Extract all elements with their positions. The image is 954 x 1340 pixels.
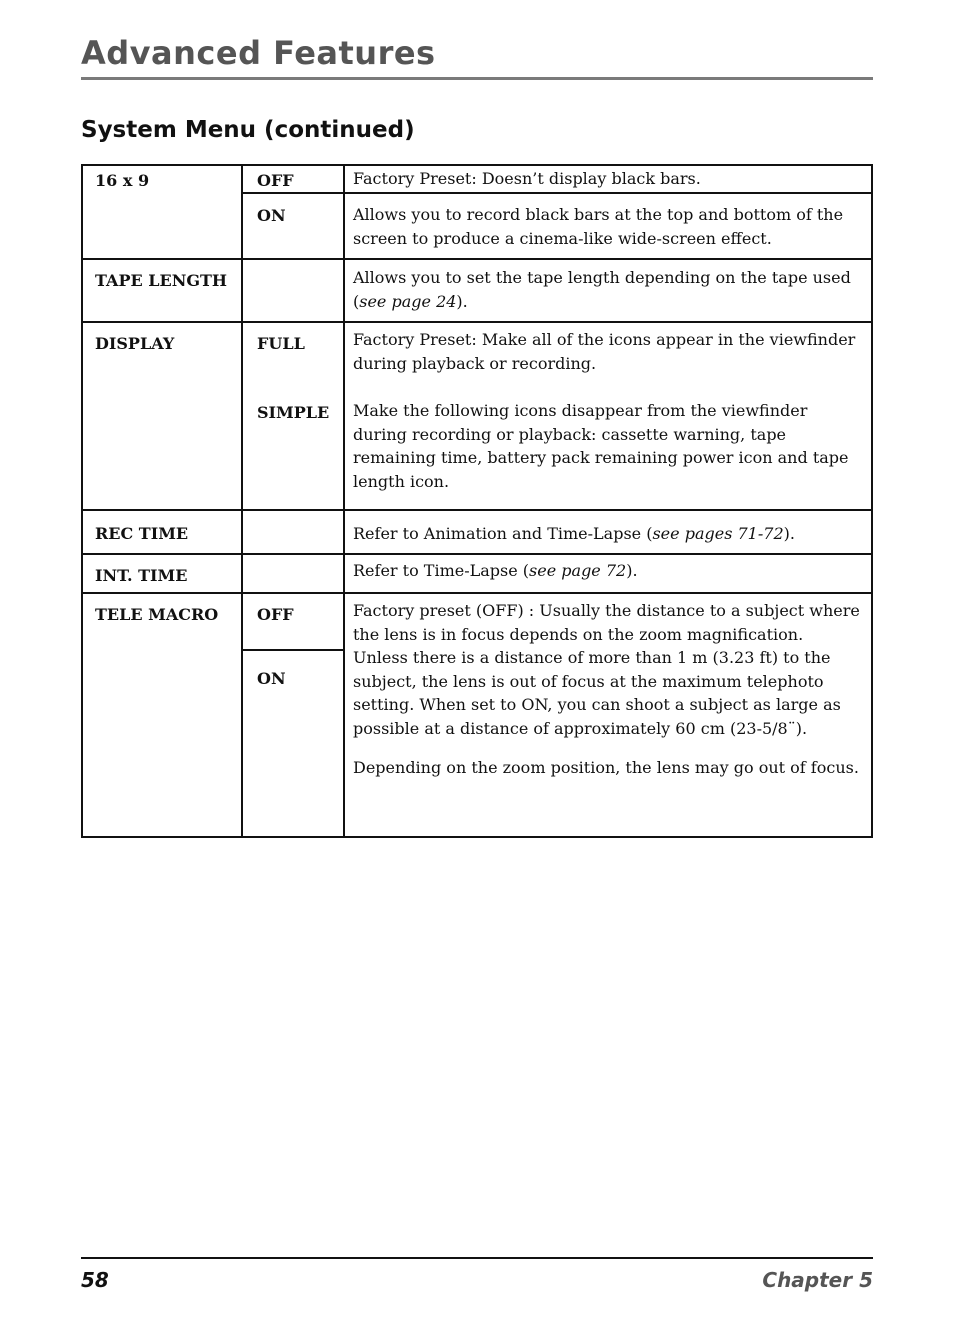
setting-cell <box>82 322 242 510</box>
desc-text: ). <box>783 524 795 543</box>
description-cell <box>344 165 872 193</box>
desc-16x9-on: Allows you to record black bars at the top and bottom of the screen to produce a cinema-like wide-screen effect. <box>353 205 844 248</box>
description-cell <box>344 593 872 837</box>
section-title: System Menu (continued) <box>81 117 415 143</box>
option-cell <box>242 165 344 193</box>
table-row <box>82 165 872 193</box>
setting-int-time: INT. TIME <box>95 566 188 585</box>
table-row <box>82 322 872 510</box>
option-off: OFF <box>257 605 294 624</box>
option-cell <box>242 193 344 259</box>
description-cell <box>344 322 872 510</box>
option-full: FULL <box>257 334 305 353</box>
desc-text: ). <box>456 291 468 311</box>
setting-cell <box>82 510 242 554</box>
desc-int-time <box>345 555 871 583</box>
footer-rule <box>81 1257 873 1259</box>
option-on: ON <box>257 669 286 688</box>
page-reference: see page 24 <box>359 291 457 311</box>
setting-tele-macro: TELE MACRO <box>95 605 219 624</box>
description-cell <box>344 193 872 259</box>
setting-cell <box>82 554 242 593</box>
table-row <box>82 554 872 593</box>
desc-text: Refer to Animation and Time-Lapse ( <box>353 524 653 543</box>
desc-rec-time <box>345 511 871 546</box>
description-cell <box>344 259 872 322</box>
chapter-label: Chapter 5 <box>762 1268 873 1292</box>
setting-cell <box>82 259 242 322</box>
option-cell <box>242 510 344 554</box>
setting-display: DISPLAY <box>95 334 175 353</box>
page-header-title: Advanced Features <box>81 34 436 72</box>
desc-tele-macro-2: Depending on the zoom position, the lens may go out of focus. <box>353 758 859 777</box>
desc-display-full: Factory Preset: Make all of the icons appear in the viewfinder during playback or recording. <box>353 330 856 373</box>
setting-tape-length: TAPE LENGTH <box>95 271 227 290</box>
option-off: OFF <box>257 171 294 190</box>
page-number: 58 <box>81 1268 109 1292</box>
desc-16x9-off: Factory Preset: Doesn’t display black bars. <box>353 169 701 188</box>
setting-rec-time: REC TIME <box>95 524 189 543</box>
header-rule <box>81 77 873 80</box>
desc-text: Refer to Time-Lapse ( <box>353 561 530 580</box>
description-cell <box>344 510 872 554</box>
page-reference: see page 72 <box>529 561 627 580</box>
option-cell <box>242 650 344 837</box>
desc-text: ). <box>626 561 638 580</box>
table-row <box>82 593 872 650</box>
option-on: ON <box>257 206 286 225</box>
desc-tele-macro-1: Factory preset (OFF) : Usually the distance to a subject where the lens is in focus depends on the zoom magnification. Unless there is a distance of more than 1 m (3.23 ft) to the subject, the lens is out of focus at the maximum telephoto setting. When set to ON, you can shoot a subject as large as possible at a distance of approximately 60 cm (23-5/8¨). <box>353 601 860 738</box>
setting-16x9: 16 x 9 <box>95 171 150 190</box>
option-simple: SIMPLE <box>257 403 330 422</box>
table-row <box>82 510 872 554</box>
page-reference: see pages 71-72 <box>652 524 784 543</box>
desc-display-simple: Make the following icons disappear from the viewfinder during recording or playback: cassette warning, tape remaining time, battery pack remaining power icon and tape length icon. <box>353 401 849 491</box>
option-cell <box>242 554 344 593</box>
table-row <box>82 259 872 322</box>
desc-text: Allows you to set the tape length depending on the tape used ( <box>353 268 851 311</box>
system-menu-table <box>81 164 873 838</box>
setting-cell <box>82 165 242 259</box>
desc-tape-length <box>345 260 871 313</box>
description-cell <box>344 554 872 593</box>
option-cell <box>242 593 344 650</box>
option-cell <box>242 259 344 322</box>
setting-cell <box>82 593 242 837</box>
option-cell <box>242 322 344 510</box>
